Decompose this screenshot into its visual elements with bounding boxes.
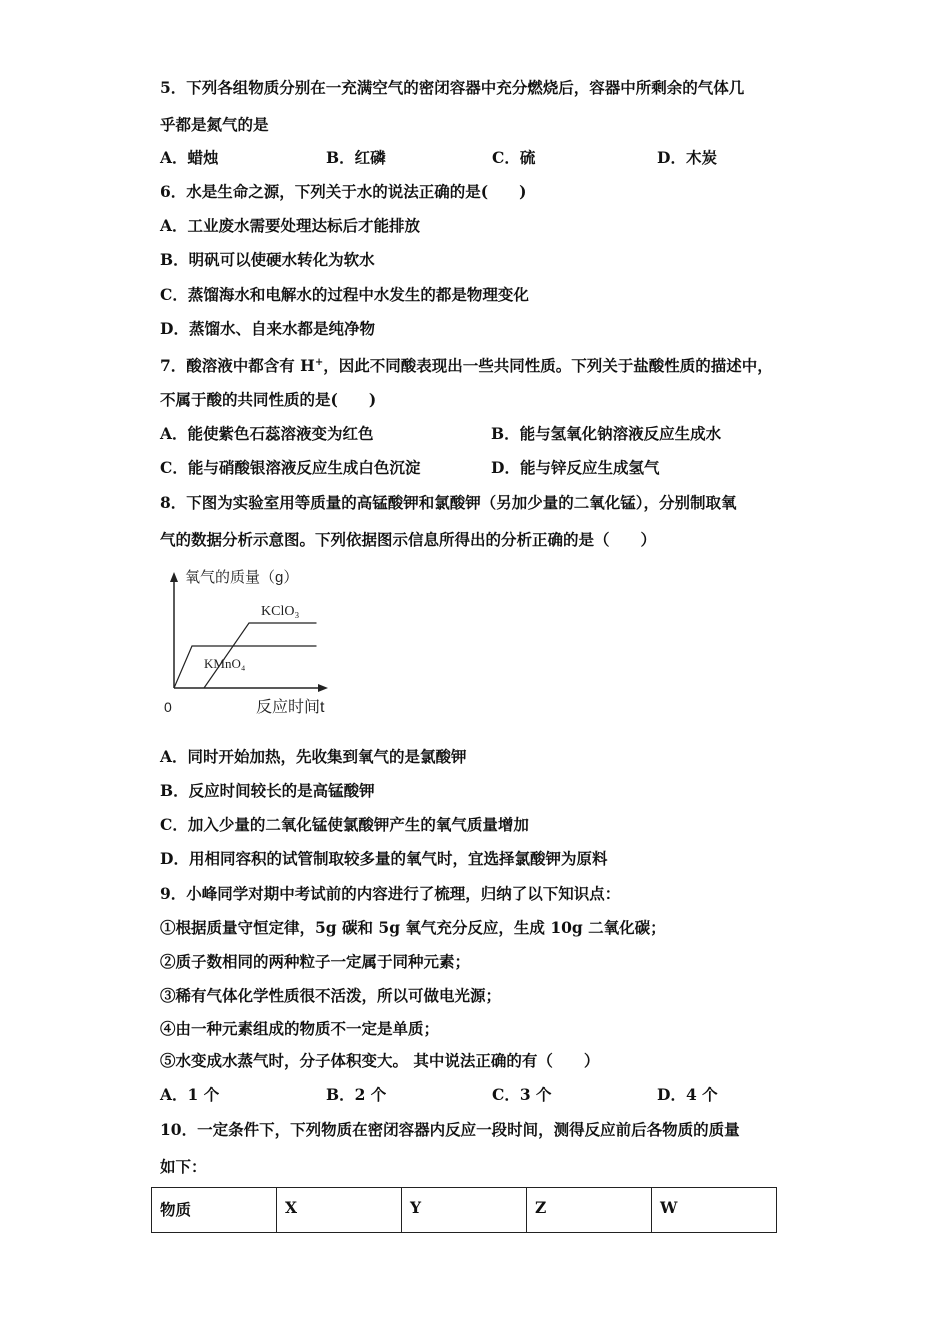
q7-stem-line1: [160, 353, 773, 376]
q8-stem-line2: 气的数据分析示意图。下列依据图示信息所得出的分析正确的是（ ）: [160, 530, 657, 549]
chart-origin-label: 0: [164, 699, 172, 715]
q5-option-a: A．蜡烛: [160, 148, 219, 167]
q5-stem-line2: 乎都是氮气的是: [160, 115, 269, 134]
q6-option-d: D．蒸馏水、自来水都是纯净物: [160, 319, 375, 338]
q8-option-a: A．同时开始加热，先收集到氧气的是氯酸钾: [160, 747, 467, 766]
q9-option-d: D．4 个: [657, 1085, 718, 1104]
table-header-row: [152, 1188, 777, 1233]
q7-option-b: B．能与氢氧化钠溶液反应生成水: [491, 424, 722, 443]
q9-option-b: B．2 个: [326, 1085, 387, 1104]
q7-stem-sup: +: [314, 357, 324, 368]
table-cell: X: [277, 1188, 402, 1233]
q6-stem: 6．水是生命之源，下列关于水的说法正确的是( ): [160, 182, 527, 201]
q5-option-d: D．木炭: [657, 148, 717, 167]
table-cell: Z: [527, 1188, 652, 1233]
q5-option-c: C．硫: [492, 148, 536, 167]
chart-y-axis-arrow: [170, 572, 178, 582]
q9-item-1: ①根据质量守恒定律，5g 碳和 5g 氧气充分反应，生成 10g 二氧化碳；: [160, 918, 666, 937]
q9-stem: 9．小峰同学对期中考试前的内容进行了梳理，归纳了以下知识点：: [160, 884, 621, 903]
q9-item-5: ⑤水变成水蒸气时，分子体积变大。 其中说法正确的有（ ）: [160, 1051, 600, 1070]
q6-option-a: A．工业废水需要处理达标后才能排放: [160, 216, 421, 235]
q9-item-2: ②质子数相同的两种粒子一定属于同种元素；: [160, 952, 471, 971]
chart-legend-kclo3: KClO₃: [261, 604, 300, 619]
table-cell: W: [652, 1188, 777, 1233]
q5-stem-line1: 5．下列各组物质分别在一充满空气的密闭容器中充分燃烧后，容器中所剩余的气体几: [160, 78, 745, 97]
chart-x-axis-arrow: [318, 684, 328, 692]
q10-stem-line1: 10．一定条件下，下列物质在密闭容器内反应一段时间，测得反应前后各物质的质量: [160, 1120, 740, 1139]
oxygen-mass-chart: [160, 560, 360, 720]
q9-option-c: C．3 个: [492, 1085, 552, 1104]
q7-stem-post: ，因此不同酸表现出一些共同性质。下列关于盐酸性质的描述中，: [323, 356, 773, 376]
table-cell: Y: [402, 1188, 527, 1233]
mass-table: [151, 1187, 777, 1233]
q10-stem-line2: 如下：: [160, 1157, 207, 1176]
q8-stem-line1: 8．下图为实验室用等质量的高锰酸钾和氯酸钾（另加少量的二氧化锰），分别制取氧: [160, 493, 737, 512]
chart-legend-kmno4: KMnO₄: [204, 656, 246, 671]
q5-option-b: B．红磷: [326, 148, 386, 167]
table-cell: 物质: [152, 1188, 277, 1233]
q6-option-c: C．蒸馏海水和电解水的过程中水发生的都是物理变化: [160, 285, 529, 304]
chart-y-label: 氧气的质量（g）: [185, 569, 299, 586]
q9-item-4: ④由一种元素组成的物质不一定是单质；: [160, 1019, 440, 1038]
q8-option-b: B．反应时间较长的是高锰酸钾: [160, 781, 375, 800]
q8-option-d: D．用相同容积的试管制取较多量的氧气时，宜选择氯酸钾为原料: [160, 849, 608, 868]
q7-stem-line2: 不属于酸的共同性质的是( ): [160, 390, 377, 409]
chart-x-label: 反应时间t: [256, 699, 325, 716]
q8-option-c: C．加入少量的二氧化锰使氯酸钾产生的氧气质量增加: [160, 815, 529, 834]
q7-option-d: D．能与锌反应生成氢气: [491, 458, 660, 477]
q9-item-3: ③稀有气体化学性质很不活泼，所以可做电光源；: [160, 986, 502, 1005]
q7-option-c: C．能与硝酸银溶液反应生成白色沉淀: [160, 458, 421, 477]
q7-stem-pre: 7．酸溶液中都含有 H: [160, 356, 315, 376]
q7-option-a: A．能使紫色石蕊溶液变为红色: [160, 424, 374, 443]
q9-option-a: A．1 个: [160, 1085, 220, 1104]
q6-option-b: B．明矾可以使硬水转化为软水: [160, 250, 375, 269]
